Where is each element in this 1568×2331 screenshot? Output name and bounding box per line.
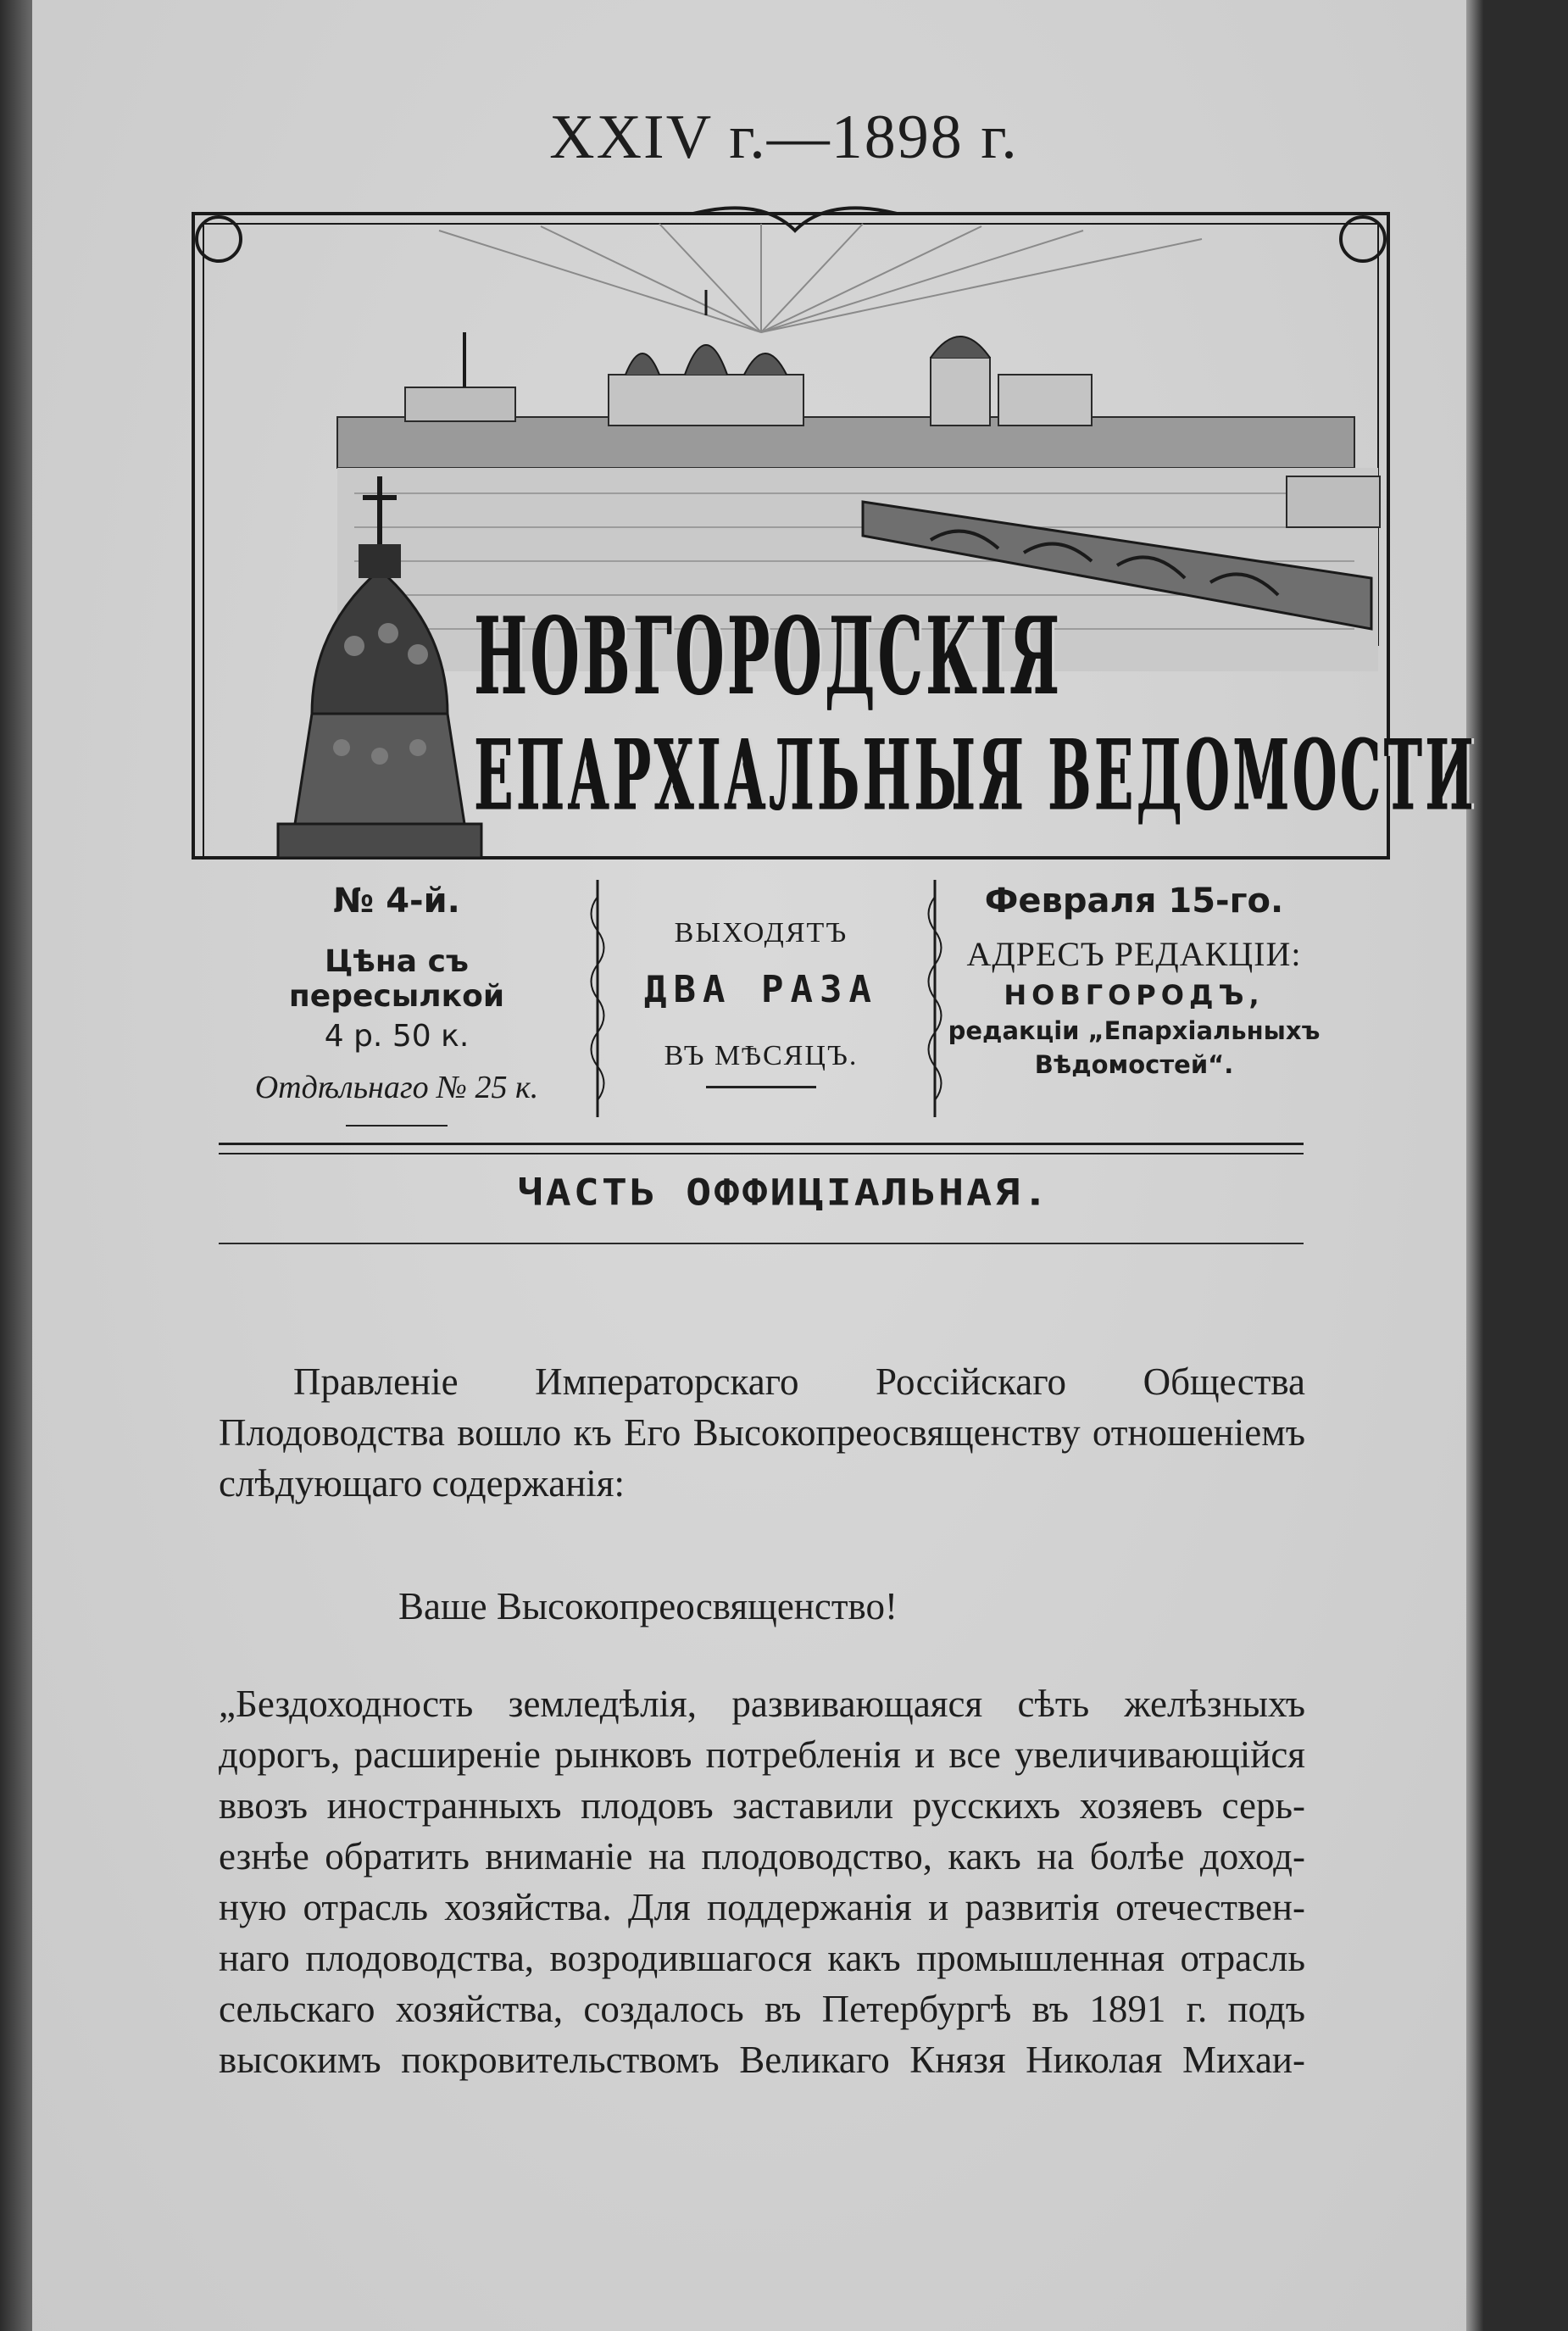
- issue-date: Февраля 15-го.: [984, 882, 1284, 921]
- paragraph-letter: [219, 1678, 1305, 2085]
- text-line: ввозъ иностранныхъ плодовъ заставили русскихъ хозяевъ серь-: [219, 1784, 1305, 1827]
- frequency-big: ДВА РАЗА: [644, 968, 878, 1011]
- right-margin-shadow: [1483, 0, 1568, 2331]
- paragraph-intro: Правленіе Императорскаго Россійскаго Общества Плодоводства вошло къ Его Высокопреосвященству отношеніемъ слѣдующаго содержанія:: [219, 1360, 1305, 1505]
- divider: [346, 1125, 448, 1127]
- text-line: езнѣе обратить вниманіе на плодоводство, какъ на болѣе доход-: [219, 1835, 1305, 1878]
- journal-title-line2: ЕПАРХІАЛЬНЫЯ ВЕДОМОСТИ: [475, 720, 1477, 833]
- year-line: XXIV г.—1898 г.: [549, 103, 1019, 172]
- address-city: НОВГОРОДЪ,: [1004, 979, 1265, 1011]
- left-margin-shadow: [0, 0, 32, 2331]
- issue-price-column: [219, 882, 575, 1127]
- frequency-column: [600, 882, 922, 1088]
- text-line: ную отрасль хозяйства. Для поддержанія и развитія отечествен-: [219, 1886, 1305, 1928]
- issue-number: № 4-й.: [333, 882, 460, 921]
- salutation: Ваше Высокопреосвященство!: [398, 1585, 898, 1627]
- text-line: высокимъ покровительствомъ Великаго Князя Николая Михаи-: [219, 2039, 1305, 2081]
- price-label: Цѣна съ пересылкой: [288, 944, 505, 1014]
- divider: [706, 1086, 816, 1088]
- text-line: сельскаго хозяйства, создалось въ Петербургѣ въ 1891 г. подъ: [219, 1988, 1305, 2030]
- issue-info-block: [219, 882, 1321, 1127]
- single-copy-price: Отдѣльнаго № 25 к.: [254, 1070, 539, 1105]
- date-address-column: [948, 882, 1321, 1079]
- text-line: дорогъ, расширеніе рынковъ потребленія и все увеличивающійся: [219, 1733, 1305, 1776]
- address-line: редакціи „Епархіальныхъ: [948, 1016, 1321, 1045]
- address-label: АДРЕСЪ РЕДАКЦІИ:: [966, 935, 1302, 973]
- text-line: „Бездоходность земледѣлія, развивающаяся сѣть желѣзныхъ: [219, 1683, 1305, 1725]
- page-edge-shadow: [1466, 0, 1483, 2331]
- section-rule: [219, 1243, 1304, 1244]
- section-title: ЧАСТЬ ОФФИЦІАЛЬНАЯ.: [517, 1171, 1051, 1214]
- frequency-bottom: ВЪ МѢСЯЦЪ.: [664, 1040, 859, 1071]
- double-rule: [219, 1143, 1304, 1154]
- ornament-divider-right: [922, 880, 948, 1117]
- text-line: наго плодоводства, возродившагося какъ промышленная отрасль: [219, 1937, 1305, 1979]
- price-value: 4 р. 50 к.: [324, 1019, 470, 1054]
- journal-title-line1: НОВГОРОДСКІЯ: [475, 593, 1064, 720]
- address-line: Вѣдомостей“.: [1034, 1050, 1234, 1079]
- frequency-top: ВЫХОДЯТЪ: [674, 917, 848, 949]
